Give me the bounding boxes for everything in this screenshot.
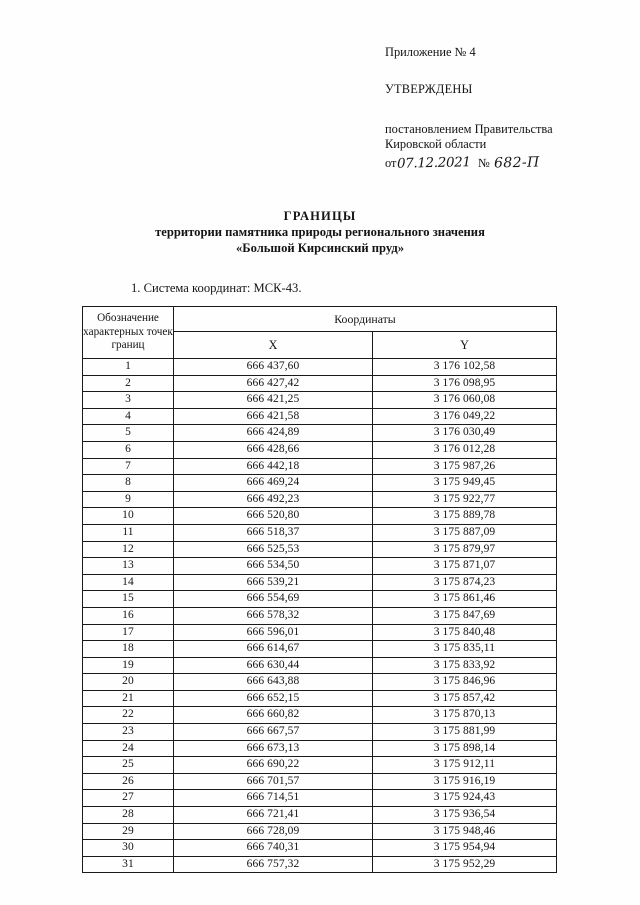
cell-coordinate-x: 666 614,67: [174, 641, 373, 658]
cell-coordinate-x: 666 442,18: [174, 458, 373, 475]
document-title-block: [50, 208, 590, 256]
cell-point-number: 31: [83, 856, 174, 873]
cell-coordinate-y: 3 175 936,54: [373, 807, 557, 824]
table-row: [83, 524, 557, 541]
cell-coordinate-y: 3 175 922,77: [373, 491, 557, 508]
table-header: [83, 307, 557, 359]
cell-point-number: 7: [83, 458, 174, 475]
cell-point-number: 19: [83, 657, 174, 674]
decree-date-number-row: [385, 156, 635, 170]
cell-coordinate-y: 3 175 949,45: [373, 475, 557, 492]
cell-point-number: 15: [83, 591, 174, 608]
decree-date-handwritten: 07.12.2021: [397, 154, 472, 172]
table-row: [83, 408, 557, 425]
cell-point-number: 22: [83, 707, 174, 724]
cell-coordinate-y: 3 175 954,94: [373, 840, 557, 857]
table-row: [83, 558, 557, 575]
cell-coordinate-y: 3 175 874,23: [373, 574, 557, 591]
cell-coordinate-y: 3 176 049,22: [373, 408, 557, 425]
cell-coordinate-y: 3 176 030,49: [373, 425, 557, 442]
table-row: [83, 458, 557, 475]
cell-coordinate-y: 3 175 887,09: [373, 524, 557, 541]
cell-coordinate-y: 3 175 846,96: [373, 674, 557, 691]
cell-point-number: 29: [83, 823, 174, 840]
cell-point-number: 30: [83, 840, 174, 857]
table-row: [83, 840, 557, 857]
table-row: [83, 475, 557, 492]
cell-point-number: 21: [83, 690, 174, 707]
cell-coordinate-x: 666 469,24: [174, 475, 373, 492]
table-row: [83, 674, 557, 691]
decree-authority-line-2: Кировской области: [385, 137, 487, 152]
cell-point-number: 17: [83, 624, 174, 641]
table-row: [83, 757, 557, 774]
cell-coordinate-x: 666 667,57: [174, 724, 373, 741]
header-axis-y: Y: [373, 332, 557, 359]
approved-heading: УТВЕРЖДЕНЫ: [385, 82, 473, 97]
cell-point-number: 1: [83, 359, 174, 376]
cell-coordinate-y: 3 175 879,97: [373, 541, 557, 558]
cell-coordinate-y: 3 176 060,08: [373, 392, 557, 409]
cell-point-number: 28: [83, 807, 174, 824]
cell-coordinate-x: 666 596,01: [174, 624, 373, 641]
cell-point-number: 13: [83, 558, 174, 575]
cell-point-number: 12: [83, 541, 174, 558]
cell-coordinate-x: 666 539,21: [174, 574, 373, 591]
table-body: [83, 359, 557, 873]
cell-coordinate-y: 3 176 102,58: [373, 359, 557, 376]
cell-coordinate-x: 666 518,37: [174, 524, 373, 541]
cell-coordinate-x: 666 534,50: [174, 558, 373, 575]
cell-coordinate-y: 3 175 916,19: [373, 773, 557, 790]
cell-point-number: 26: [83, 773, 174, 790]
cell-coordinate-y: 3 175 833,92: [373, 657, 557, 674]
cell-point-number: 8: [83, 475, 174, 492]
cell-point-number: 10: [83, 508, 174, 525]
decree-authority-line-1: постановлением Правительства: [385, 121, 553, 136]
cell-coordinate-y: 3 175 840,48: [373, 624, 557, 641]
cell-coordinate-y: 3 175 889,78: [373, 508, 557, 525]
coordinates-table: [82, 306, 557, 873]
cell-coordinate-y: 3 175 952,29: [373, 856, 557, 873]
cell-point-number: 6: [83, 441, 174, 458]
cell-coordinate-x: 666 740,31: [174, 840, 373, 857]
cell-coordinate-x: 666 721,41: [174, 807, 373, 824]
cell-coordinate-x: 666 714,51: [174, 790, 373, 807]
cell-coordinate-y: 3 176 098,95: [373, 375, 557, 392]
table-row: [83, 624, 557, 641]
cell-coordinate-x: 666 652,15: [174, 690, 373, 707]
table-header-row-top: [83, 307, 557, 332]
cell-coordinate-y: 3 176 012,28: [373, 441, 557, 458]
cell-point-number: 25: [83, 757, 174, 774]
coordinate-system-line: 1. Система координат: МСК-43.: [131, 281, 302, 295]
table-row: [83, 657, 557, 674]
header-point-designation: Обозначение характерных точек границ: [83, 307, 174, 359]
cell-coordinate-x: 666 437,60: [174, 359, 373, 376]
cell-coordinate-y: 3 175 898,14: [373, 740, 557, 757]
cell-coordinate-x: 666 701,57: [174, 773, 373, 790]
cell-coordinate-x: 666 427,42: [174, 375, 373, 392]
cell-coordinate-y: 3 175 871,07: [373, 558, 557, 575]
cell-coordinate-x: 666 554,69: [174, 591, 373, 608]
cell-point-number: 4: [83, 408, 174, 425]
cell-coordinate-x: 666 492,23: [174, 491, 373, 508]
table-row: [83, 375, 557, 392]
table-row: [83, 425, 557, 442]
table-row: [83, 856, 557, 873]
header-axis-x: X: [174, 332, 373, 359]
cell-point-number: 18: [83, 641, 174, 658]
cell-coordinate-x: 666 757,32: [174, 856, 373, 873]
title-line-object-name: «Большой Кирсинский пруд»: [235, 241, 405, 256]
cell-point-number: 2: [83, 375, 174, 392]
cell-coordinate-x: 666 520,80: [174, 508, 373, 525]
decree-date-prefix: от: [385, 155, 397, 170]
cell-coordinate-x: 666 424,89: [174, 425, 373, 442]
cell-coordinate-y: 3 175 857,42: [373, 690, 557, 707]
title-line-subject: территории памятника природы регионального значения: [155, 225, 485, 240]
table-row: [83, 574, 557, 591]
table-row: [83, 773, 557, 790]
cell-coordinate-y: 3 175 924,43: [373, 790, 557, 807]
cell-point-number: 20: [83, 674, 174, 691]
cell-point-number: 14: [83, 574, 174, 591]
cell-coordinate-y: 3 175 861,46: [373, 591, 557, 608]
cell-coordinate-y: 3 175 987,26: [373, 458, 557, 475]
cell-coordinate-y: 3 175 948,46: [373, 823, 557, 840]
cell-coordinate-x: 666 673,13: [174, 740, 373, 757]
table-row: [83, 724, 557, 741]
cell-coordinate-x: 666 578,32: [174, 607, 373, 624]
cell-point-number: 3: [83, 392, 174, 409]
cell-coordinate-x: 666 421,58: [174, 408, 373, 425]
header-coordinates: Координаты: [174, 307, 557, 332]
table-row: [83, 441, 557, 458]
decree-number-handwritten: 682-П: [493, 154, 540, 172]
cell-coordinate-x: 666 690,22: [174, 757, 373, 774]
table-row: [83, 508, 557, 525]
cell-coordinate-y: 3 175 881,99: [373, 724, 557, 741]
cell-coordinate-x: 666 660,82: [174, 707, 373, 724]
table-row: [83, 740, 557, 757]
cell-point-number: 27: [83, 790, 174, 807]
table-row: [83, 392, 557, 409]
cell-coordinate-y: 3 175 870,13: [373, 707, 557, 724]
cell-point-number: 5: [83, 425, 174, 442]
table-row: [83, 690, 557, 707]
cell-coordinate-x: 666 421,25: [174, 392, 373, 409]
table-row: [83, 823, 557, 840]
table-row: [83, 591, 557, 608]
table-row: [83, 541, 557, 558]
decree-number-label: №: [478, 155, 490, 170]
table-row: [83, 790, 557, 807]
table-row: [83, 807, 557, 824]
cell-point-number: 9: [83, 491, 174, 508]
cell-point-number: 24: [83, 740, 174, 757]
cell-point-number: 23: [83, 724, 174, 741]
cell-coordinate-y: 3 175 835,11: [373, 641, 557, 658]
appendix-number: Приложение № 4: [385, 45, 476, 59]
cell-coordinate-y: 3 175 847,69: [373, 607, 557, 624]
cell-coordinate-x: 666 728,09: [174, 823, 373, 840]
table-row: [83, 707, 557, 724]
table-row: [83, 491, 557, 508]
cell-point-number: 11: [83, 524, 174, 541]
cell-coordinate-x: 666 525,53: [174, 541, 373, 558]
cell-coordinate-x: 666 428,66: [174, 441, 373, 458]
table-row: [83, 359, 557, 376]
cell-coordinate-x: 666 643,88: [174, 674, 373, 691]
cell-coordinate-y: 3 175 912,11: [373, 757, 557, 774]
table-row: [83, 607, 557, 624]
cell-coordinate-x: 666 630,44: [174, 657, 373, 674]
title-line-borders: ГРАНИЦЫ: [283, 209, 357, 223]
cell-point-number: 16: [83, 607, 174, 624]
approval-header-block: [385, 46, 635, 170]
table-row: [83, 641, 557, 658]
